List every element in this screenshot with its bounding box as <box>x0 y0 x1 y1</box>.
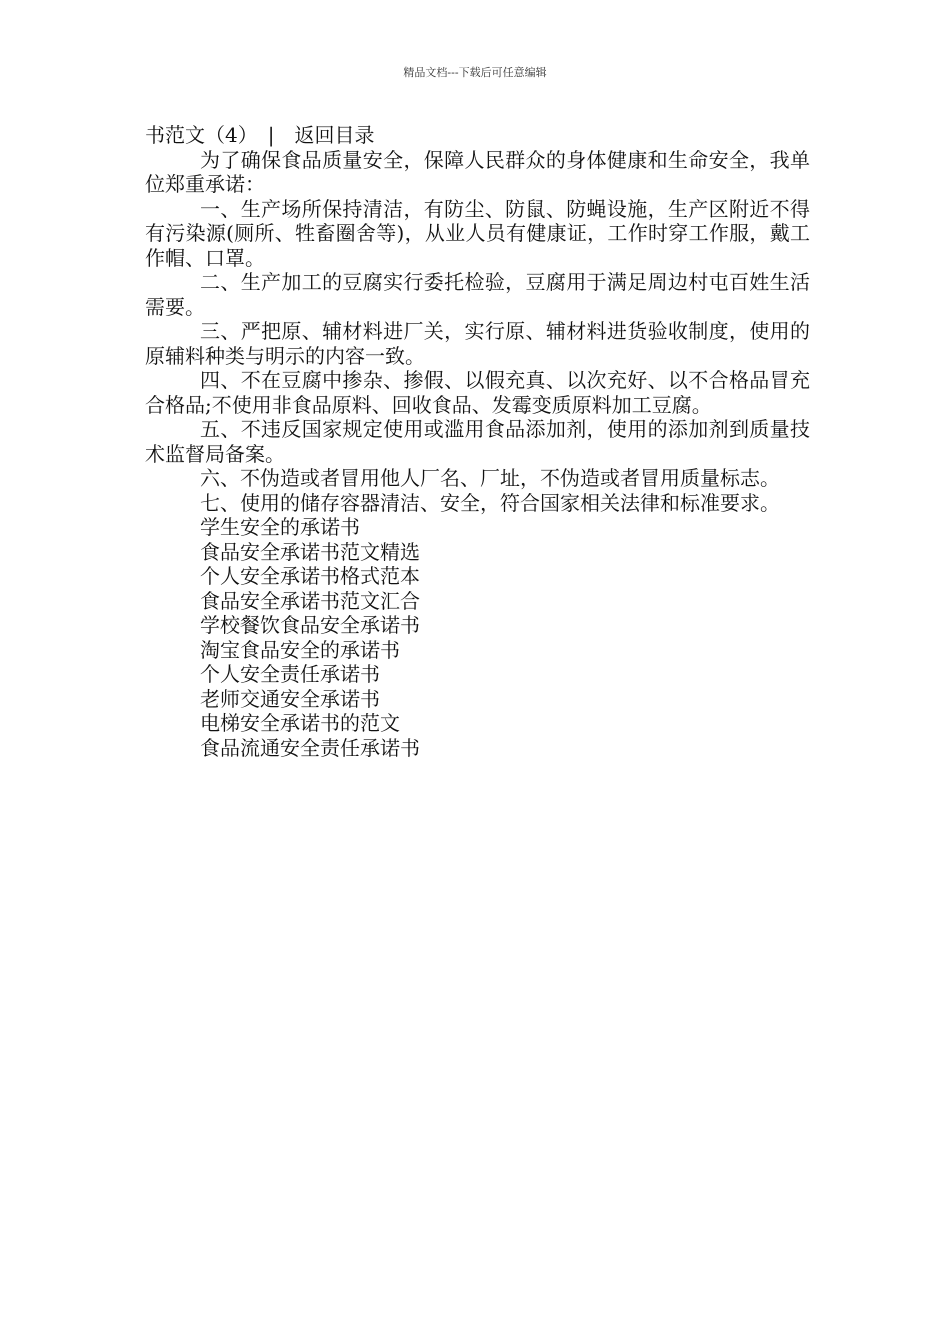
document-body <box>145 123 810 760</box>
paragraph-5: 五、不违反国家规定使用或滥用食品添加剂，使用的添加剂到质量技术监督局备案。 <box>145 417 810 466</box>
paragraph-intro: 为了确保食品质量安全，保障人民群众的身体健康和生命安全，我单位郑重承诺： <box>145 147 810 196</box>
paragraph-1: 一、生产场所保持清洁，有防尘、防鼠、防蝇设施，生产区附近不得有污染源(厕所、牲畜圈舍等)，从业人员有健康证，工作时穿工作服，戴工作帽、口罩。 <box>145 196 810 270</box>
related-link[interactable]: 学生安全的承诺书 <box>200 515 360 539</box>
paragraph-2: 二、生产加工的豆腐实行委托检验，豆腐用于满足周边村屯百姓生活需要。 <box>145 270 810 319</box>
page-header: 精品文档---下载后可任意编辑 <box>403 66 547 79</box>
paragraph-6: 六、不伪造或者冒用他人厂名、厂址，不伪造或者冒用质量标志。 <box>200 466 780 490</box>
related-links-list <box>145 515 810 760</box>
related-link[interactable]: 食品安全承诺书范文汇合 <box>200 588 420 613</box>
related-link[interactable]: 个人安全承诺书格式范本 <box>200 564 420 588</box>
paragraph-4: 四、不在豆腐中掺杂、掺假、以假充真、以次充好、以不合格品冒充合格品;不使用非食品原料、回收食品、发霉变质原料加工豆腐。 <box>145 368 810 417</box>
related-link[interactable]: 个人安全责任承诺书 <box>200 662 380 686</box>
related-link[interactable]: 食品安全承诺书范文精选 <box>200 539 420 564</box>
related-link[interactable]: 老师交通安全承诺书 <box>200 686 380 711</box>
related-link[interactable]: 电梯安全承诺书的范文 <box>200 711 400 735</box>
related-link[interactable]: 淘宝食品安全的承诺书 <box>200 637 400 662</box>
paragraph-3: 三、严把原、辅材料进厂关，实行原、辅材料进货验收制度，使用的原辅料种类与明示的内容一致。 <box>145 319 810 368</box>
title-line: 书范文（4） | 返回目录 <box>145 123 375 147</box>
related-link[interactable]: 食品流通安全责任承诺书 <box>200 735 420 760</box>
paragraph-7: 七、使用的储存容器清洁、安全，符合国家相关法律和标准要求。 <box>200 490 780 515</box>
related-link[interactable]: 学校餐饮食品安全承诺书 <box>200 613 420 637</box>
